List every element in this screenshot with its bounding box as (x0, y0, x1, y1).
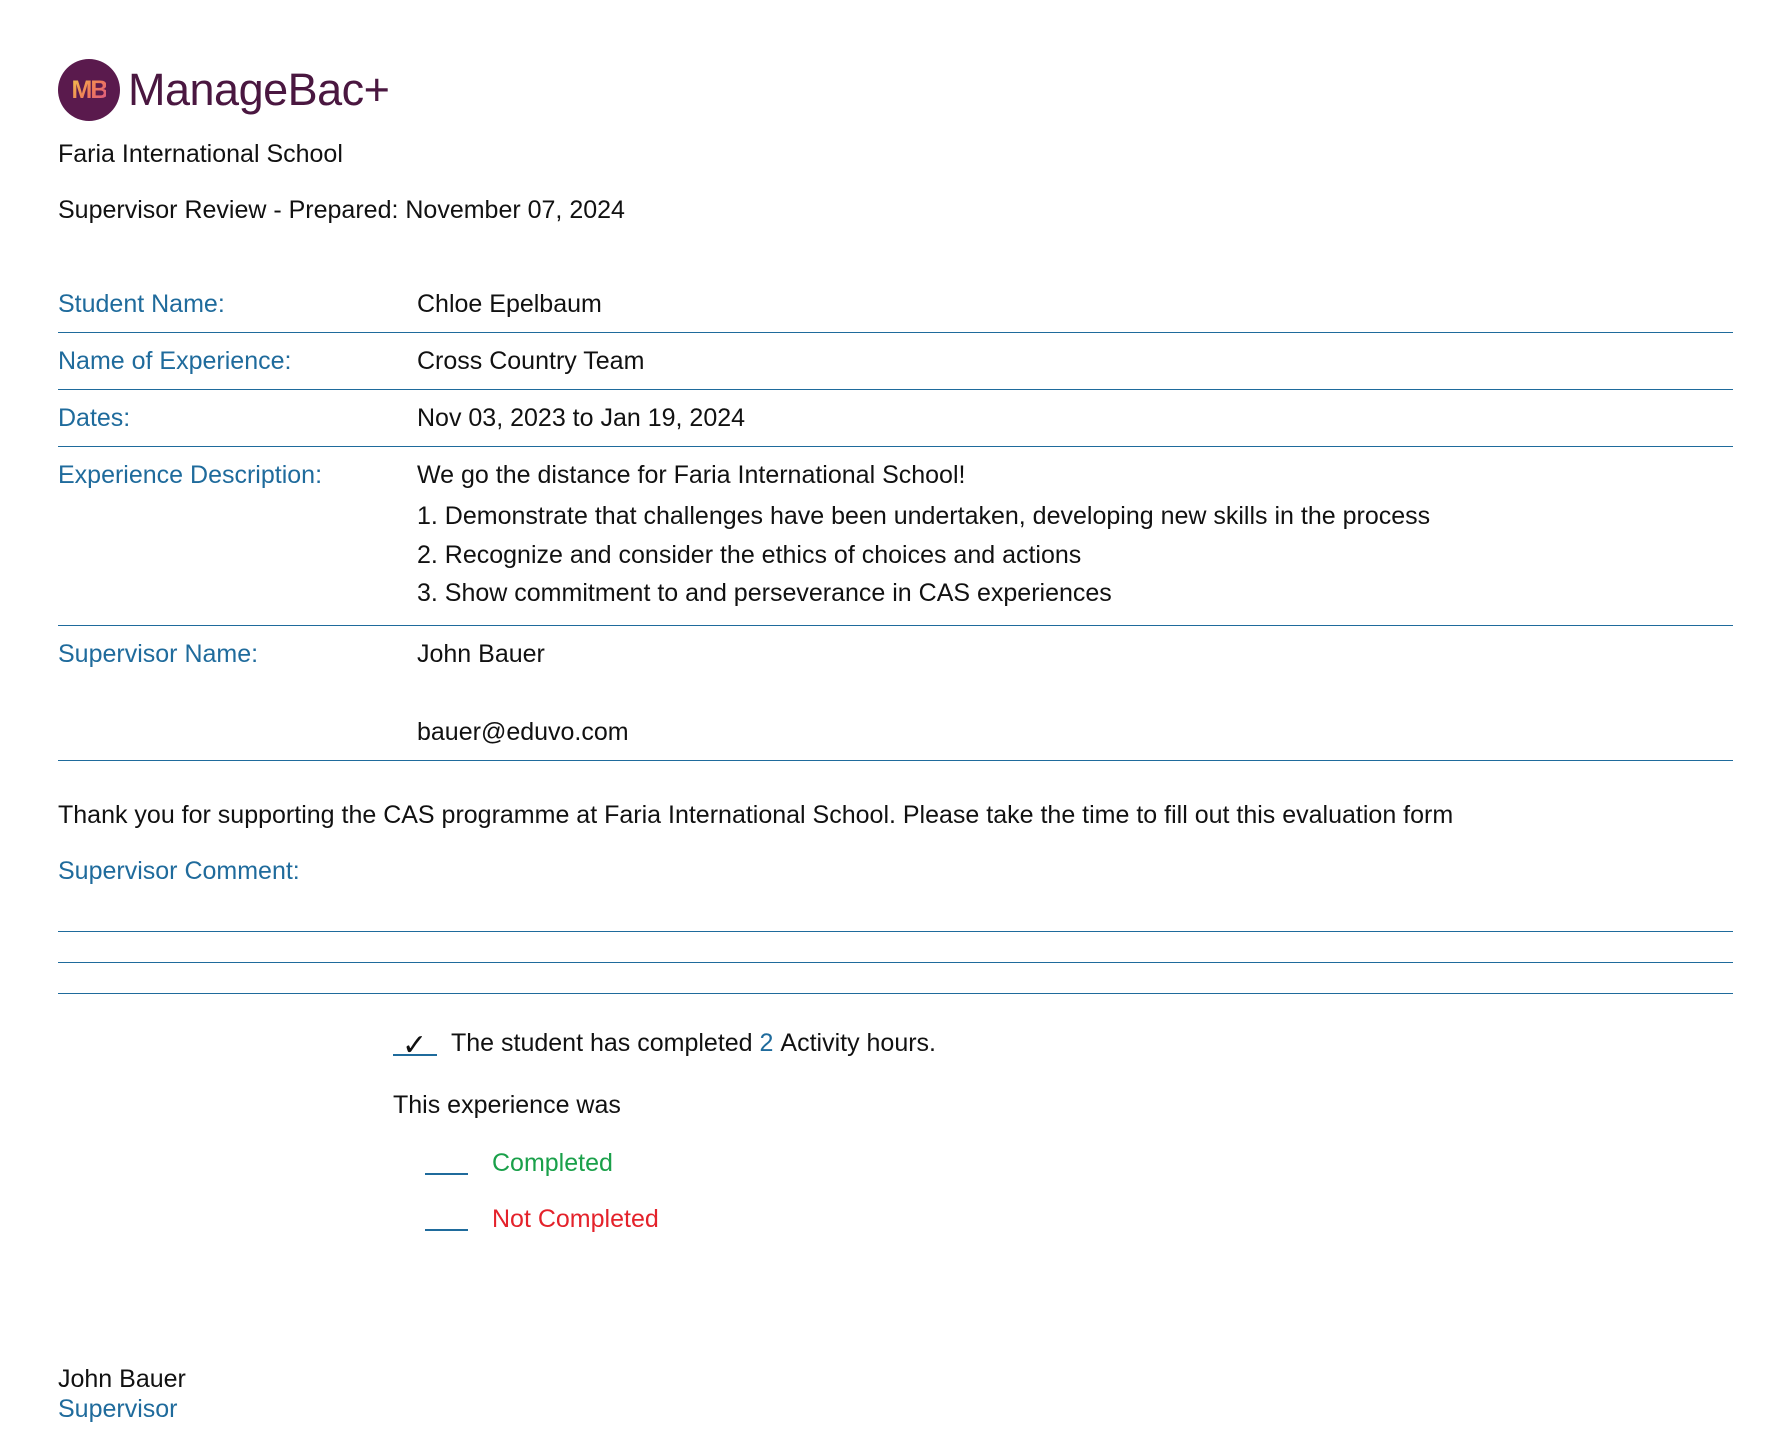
description-value (417, 459, 1733, 613)
info-row-dates (58, 390, 1733, 447)
student-name-value: Chloe Epelbaum (417, 290, 602, 318)
signature-block (58, 1364, 186, 1424)
signature-role: Supervisor (58, 1395, 178, 1423)
completed-blank (425, 1147, 468, 1175)
supervisor-name-value: John Bauer (417, 639, 545, 668)
description-line: 3. Show commitment to and perseverance in CAS experiences (417, 579, 1112, 607)
checkmark-icon: ✓ (402, 1027, 428, 1063)
experience-name-value: Cross Country Team (417, 347, 645, 375)
info-row-supervisor (58, 626, 1733, 761)
managebac-logo-badge (58, 59, 120, 121)
option-completed (425, 1147, 1733, 1179)
experience-was-label: This experience was (393, 1090, 621, 1119)
not-completed-label: Not Completed (492, 1204, 659, 1233)
hours-count: 2 (759, 1028, 774, 1057)
comment-line (58, 993, 1733, 994)
supervisor-name-label: Supervisor Name: (58, 639, 259, 668)
signature-name: John Bauer (58, 1365, 186, 1393)
completed-label: Completed (492, 1148, 613, 1177)
logo-badge-text: MB (71, 75, 107, 104)
comment-line (58, 931, 1733, 932)
supervisor-comment-label: Supervisor Comment: (58, 856, 300, 885)
description-line: 2. Recognize and consider the ethics of choices and actions (417, 540, 1082, 569)
hours-checkbox (393, 1026, 437, 1063)
hours-statement (393, 1026, 1733, 1063)
logo-wordmark: ManageBac+ (128, 64, 390, 115)
description-line: We go the distance for Faria International School! (417, 461, 966, 489)
dates-label: Dates: (58, 404, 131, 432)
info-row-description (58, 447, 1733, 626)
hours-suffix: Activity hours. (780, 1028, 936, 1057)
completion-section (393, 1026, 1733, 1235)
managebac-logo (58, 58, 1733, 122)
prepared-date-line: Supervisor Review - Prepared: November 07, 2024 (58, 196, 625, 224)
thank-you-message: Thank you for supporting the CAS programme at Faria International School. Please take the time to fill out this evaluation form (58, 800, 1454, 829)
description-line: 1. Demonstrate that challenges have been undertaken, developing new skills in the process (417, 502, 1431, 530)
hours-prefix: The student has completed (451, 1028, 753, 1057)
supervisor-contact (417, 638, 1733, 748)
supervisor-email: bauer@eduvo.com (417, 717, 629, 746)
student-name-label: Student Name: (58, 290, 225, 318)
description-label: Experience Description: (58, 461, 323, 489)
comment-line (58, 962, 1733, 963)
info-row-student-name (58, 288, 1733, 333)
experience-name-label: Name of Experience: (58, 347, 292, 375)
school-name: Faria International School (58, 140, 343, 168)
not-completed-blank (425, 1203, 468, 1231)
info-row-experience (58, 333, 1733, 390)
supervisor-review-document (58, 58, 1733, 1235)
option-not-completed (425, 1203, 1733, 1235)
experience-info-table (58, 288, 1733, 761)
dates-value: Nov 03, 2023 to Jan 19, 2024 (417, 404, 746, 432)
